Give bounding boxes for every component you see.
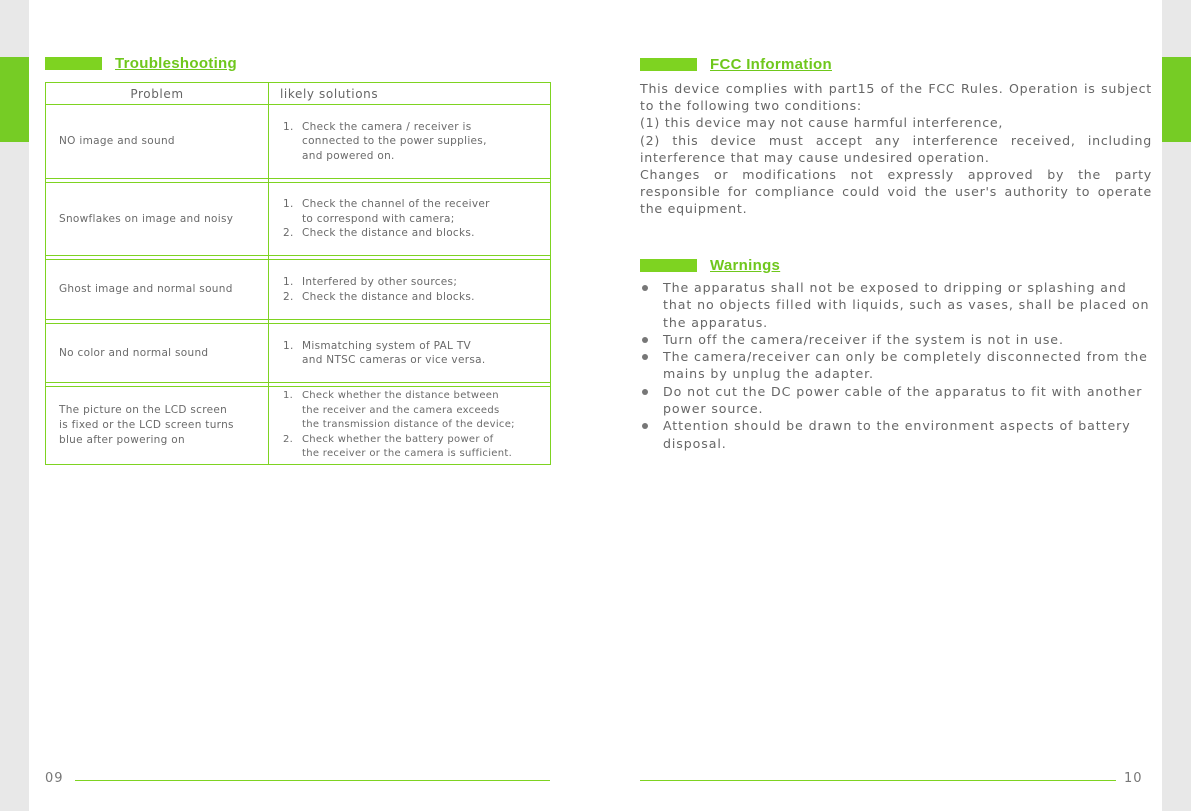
solution-line [283, 339, 544, 354]
solution-text: Check whether the battery power of [302, 433, 494, 445]
solution-number: 1. [283, 198, 294, 211]
left-page-number: 09 [45, 771, 64, 786]
table-header-row [46, 83, 551, 105]
troubleshooting-title: Troubleshooting [115, 55, 237, 72]
fcc-paragraph: (2) this device must accept any interference received, including interference that may cause undesired operation. [640, 132, 1152, 165]
solution-number [283, 447, 302, 462]
table-row [46, 183, 551, 256]
solution-line [283, 447, 544, 462]
solution-text: Check whether the distance between [302, 390, 499, 402]
problem-text: The picture on the LCD screen [59, 404, 228, 416]
warning-text: Turn off the camera/receiver if the system is not in use. [663, 331, 1064, 347]
table-row [46, 105, 551, 179]
solution-number: 1. [283, 339, 294, 352]
problem-text: Snowflakes on image and noisy [59, 212, 234, 225]
warnings-title: Warnings [710, 257, 781, 274]
solution-line [283, 212, 544, 227]
table-row [46, 387, 551, 465]
troubleshooting-heading [45, 55, 237, 72]
solution-text: Check the distance and blocks. [302, 290, 475, 303]
warnings-heading [640, 257, 780, 274]
solution-line [283, 290, 544, 305]
bullet-icon [642, 354, 648, 360]
fcc-heading [640, 56, 832, 73]
solution-number [283, 404, 302, 419]
solution-text: the receiver and the camera exceeds [302, 404, 500, 416]
bullet-icon [642, 337, 648, 343]
warning-item [640, 348, 1152, 383]
solution-line [283, 389, 544, 404]
solution-line [283, 418, 544, 433]
heading-bar [640, 58, 697, 71]
solution-line [283, 353, 544, 368]
table-row [46, 324, 551, 383]
problem-cell [46, 260, 269, 320]
problem-text: blue after powering on [59, 434, 185, 446]
right-page-number: 10 [1124, 771, 1143, 786]
right-footer-rule [640, 780, 1116, 781]
solution-number: 2. [283, 290, 294, 303]
table-row [46, 260, 551, 320]
solution-text: to correspond with camera; [302, 212, 455, 225]
warning-item [640, 383, 1152, 418]
solution-number: 1. [283, 120, 294, 133]
warning-item [640, 417, 1152, 452]
warning-text: The apparatus shall not be exposed to dripping or splashing and that no objects filled with liquids, such as vases, shall be placed on the apparatus. [663, 280, 1150, 330]
solution-cell [269, 183, 551, 256]
solution-line [283, 134, 544, 149]
problem-text: NO image and sound [59, 135, 175, 147]
solution-text: Mismatching system of PAL TV [302, 339, 472, 352]
solution-number [283, 353, 302, 368]
solution-number: 1. [283, 390, 294, 402]
solution-line [283, 149, 544, 164]
solution-line [283, 226, 544, 241]
left-green-tab [0, 57, 29, 142]
solution-cell [269, 260, 551, 320]
heading-bar [45, 57, 102, 70]
solution-text: and NTSC cameras or vice versa. [302, 354, 486, 366]
problem-cell [46, 105, 269, 179]
solution-text: and powered on. [302, 149, 395, 162]
solution-number: 2. [283, 433, 294, 445]
solution-line [283, 120, 544, 135]
solution-line [283, 197, 544, 212]
solution-text: connected to the power supplies, [302, 135, 487, 148]
problem-cell [46, 183, 269, 256]
solution-text: the receiver or the camera is sufficient. [302, 448, 513, 460]
problem-text: is fixed or the LCD screen turns [59, 419, 234, 431]
bullet-icon [642, 389, 648, 395]
problem-text: Ghost image and normal sound [59, 283, 233, 295]
problem-column-header: Problem [46, 83, 269, 105]
right-green-tab [1162, 57, 1191, 142]
problem-text: No color and normal sound [59, 346, 209, 359]
solution-cell [269, 387, 551, 465]
solution-number: 1. [283, 276, 294, 288]
fcc-paragraph: Changes or modifications not expressly approved by the party responsible for compliance could void the user's authority to operate the equipment. [640, 167, 1152, 217]
solution-cell [269, 105, 551, 179]
problem-cell [46, 387, 269, 465]
warning-text: Attention should be drawn to the environment aspects of battery disposal. [663, 418, 1131, 451]
solution-text: Check the channel of the receiver [302, 198, 490, 211]
problem-cell [46, 324, 269, 383]
bullet-icon [642, 285, 648, 291]
solution-line [283, 275, 544, 290]
warning-text: Do not cut the DC power cable of the apparatus to fit with another power source. [663, 383, 1143, 417]
solution-text: Check the distance and blocks. [302, 227, 475, 240]
warning-item [640, 279, 1152, 331]
heading-bar [640, 259, 697, 272]
troubleshooting-table [45, 82, 551, 465]
solution-cell [269, 324, 551, 383]
fcc-text [640, 80, 1152, 218]
fcc-paragraph: (1) this device may not cause harmful interference, [640, 115, 1004, 131]
solution-text: Check the camera / receiver is [302, 120, 472, 133]
solution-number [283, 212, 302, 227]
warning-text: The camera/receiver can only be completely disconnected from the mains by unplug the adapter. [663, 349, 1148, 382]
left-footer-rule [75, 780, 550, 781]
solution-number [283, 134, 302, 149]
fcc-title: FCC Information [710, 56, 832, 73]
warning-item [640, 331, 1152, 348]
fcc-paragraph: This device complies with part15 of the FCC Rules. Operation is subject to the following two conditions: [640, 81, 1152, 114]
solution-text: the transmission distance of the device; [302, 419, 515, 431]
bullet-icon [642, 423, 648, 429]
solution-number [283, 149, 302, 164]
warnings-list [640, 279, 1152, 452]
solution-line [283, 404, 544, 419]
solution-number: 2. [283, 227, 294, 240]
solution-line [283, 433, 544, 448]
solution-text: Interfered by other sources; [302, 276, 458, 288]
solution-number [283, 418, 302, 433]
solutions-column-header: likely solutions [269, 83, 551, 105]
